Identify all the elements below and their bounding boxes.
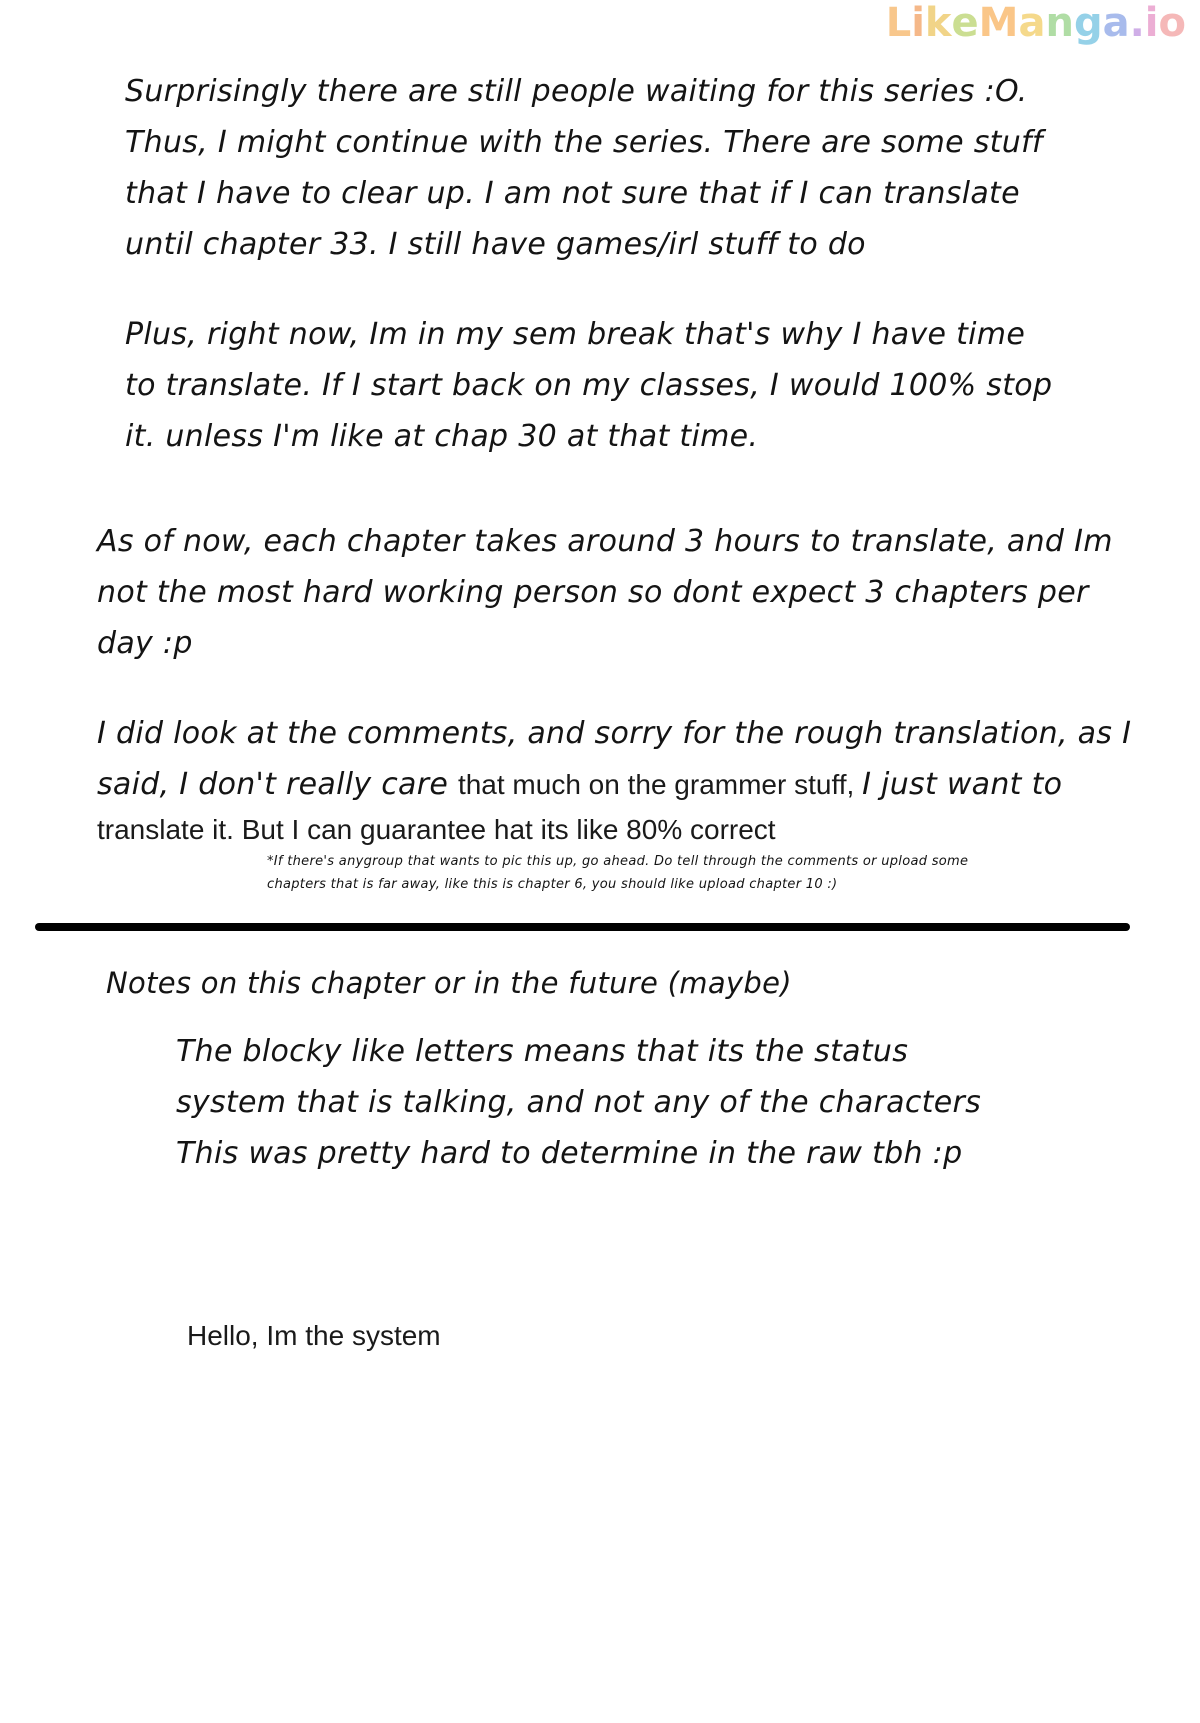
watermark-letter: k bbox=[924, 0, 952, 46]
sem-break-line: to translate. If I start back on my classes, I would 100% stop bbox=[125, 368, 1053, 403]
intro-line: until chapter 33. I still have games/irl stuff to do bbox=[125, 227, 866, 262]
watermark-letter: i bbox=[1144, 0, 1159, 46]
watermark-letter: n bbox=[1045, 0, 1074, 46]
notes-heading: Notes on this chapter or in the future (maybe) bbox=[106, 966, 792, 1000]
watermark-letter: g bbox=[1073, 0, 1103, 46]
site-watermark-logo bbox=[886, 0, 1186, 46]
watermark-letter: e bbox=[951, 0, 979, 46]
system-sample-text: Hello, Im the system bbox=[187, 1320, 441, 1351]
pace-line: day :p bbox=[97, 626, 193, 661]
footnote-line: chapters that is far away, like this is chapter 6, you should like upload chapter 10 :) bbox=[267, 877, 838, 892]
comments-line: I did look at the comments, and sorry for the rough translation, as I bbox=[97, 716, 1132, 751]
sem-break-line: it. unless I'm like at chap 30 at that time. bbox=[125, 419, 759, 454]
watermark-letter: i bbox=[911, 0, 925, 46]
intro-paragraph bbox=[125, 66, 1043, 270]
section-divider bbox=[35, 923, 1130, 931]
intro-line: Thus, I might continue with the series. There are some stuff bbox=[125, 125, 1043, 160]
watermark-letter: o bbox=[1158, 0, 1186, 46]
comments-line-mixed bbox=[97, 759, 1131, 810]
comments-paragraph bbox=[97, 708, 1131, 850]
watermark-letter: . bbox=[1129, 0, 1145, 46]
footnote-line: *If there's anygroup that wants to pic this up, go ahead. Do tell through the comments or upload some bbox=[267, 854, 969, 869]
notes-line: This was pretty hard to determine in the raw tbh :p bbox=[176, 1136, 963, 1171]
intro-line: that I have to clear up. I am not sure that if I can translate bbox=[125, 176, 1020, 211]
comments-hand-text-end: I just want to bbox=[862, 767, 1063, 802]
notes-line: The blocky like letters means that its the status bbox=[176, 1034, 909, 1069]
watermark-letter: L bbox=[885, 0, 912, 46]
intro-line: Surprisingly there are still people waiting for this series :O. bbox=[125, 74, 1028, 109]
footnote bbox=[267, 850, 968, 896]
sem-break-line: Plus, right now, Im in my sem break that's why I have time bbox=[125, 317, 1026, 352]
watermark-letter: a bbox=[1018, 0, 1046, 46]
notes-line: system that is talking, and not any of the characters bbox=[176, 1085, 982, 1120]
pace-line: not the most hard working person so dont expect 3 chapters per bbox=[97, 575, 1089, 610]
watermark-letter: a bbox=[1102, 0, 1130, 46]
sem-break-paragraph bbox=[125, 309, 1052, 462]
comments-plain-text: that much on the grammer stuff, bbox=[457, 769, 863, 800]
comments-hand-text: said, I don't really care bbox=[97, 767, 458, 802]
comments-plain-line: translate it. But I can guarantee hat its like 80% correct bbox=[97, 814, 776, 845]
pace-paragraph bbox=[97, 516, 1113, 669]
pace-line: As of now, each chapter takes around 3 hours to translate, and Im bbox=[97, 524, 1113, 559]
watermark-letter: M bbox=[978, 0, 1019, 46]
notes-paragraph bbox=[176, 1026, 981, 1179]
